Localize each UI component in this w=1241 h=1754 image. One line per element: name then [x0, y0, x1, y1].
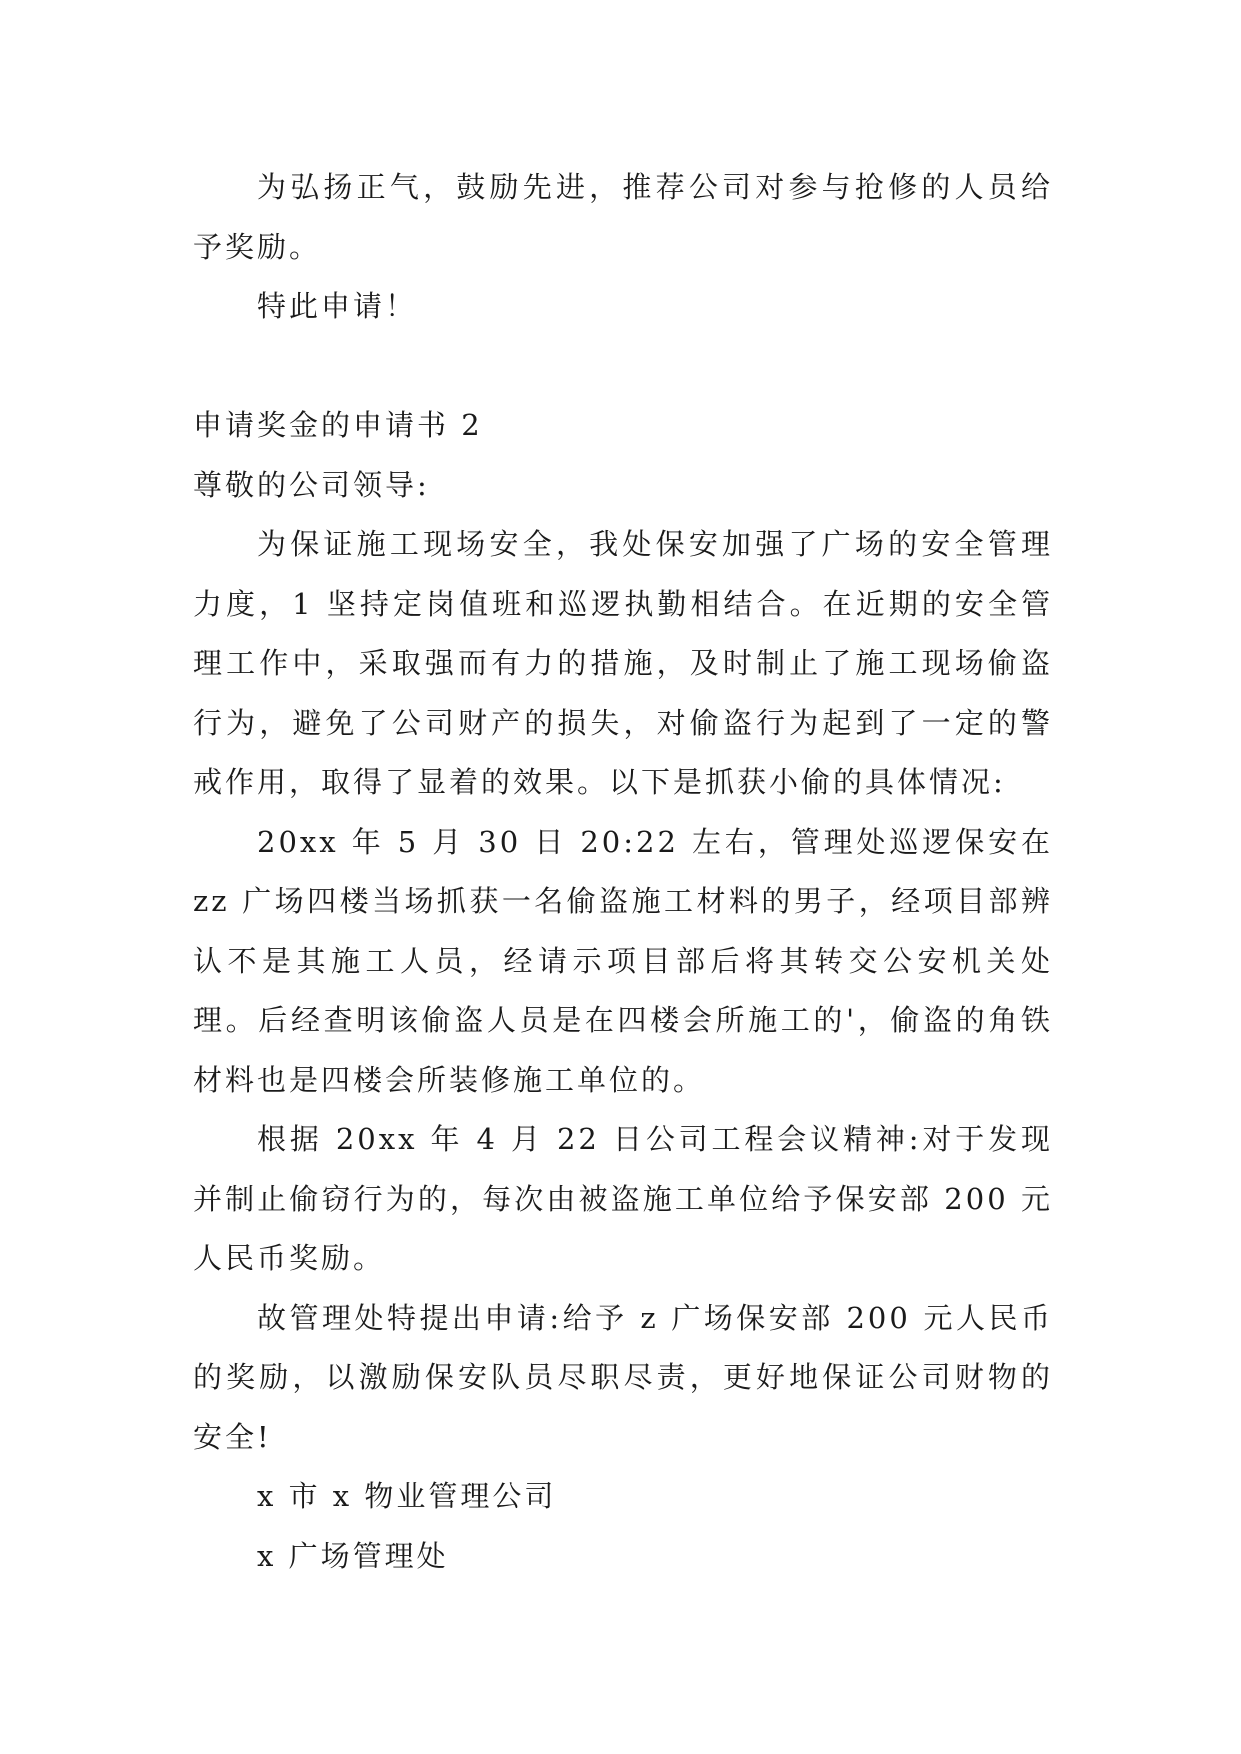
signature-company: x 市 x 物业管理公司 — [257, 1479, 557, 1513]
blank-line — [193, 337, 1053, 397]
paragraph-security-measures: 为保证施工现场安全，我处保安加强了广场的安全管理力度，1 坚持定岗值班和巡逻执勤相结合。在近期的安全管理工作中，采取强而有力的措施，及时制止了施工现场偷盗行为，避免了公司财产的损失，对偷盗行为起到了一定的警戒作用，取得了显着的效果。以下是抓获小偷的具体情况: — [193, 527, 1053, 799]
salutation: 尊敬的公司领导: — [193, 467, 430, 502]
paragraph-request: 故管理处特提出申请:给予 z 广场保安部 200 元人民币的奖励，以激励保安队员尽职尽责，更好地保证公司财物的安全! — [193, 1300, 1053, 1454]
section-title: 申请奖金的申请书 2 — [193, 408, 483, 442]
signature-department: x 广场管理处 — [257, 1538, 449, 1573]
paragraph-incident: 20xx 年 5 月 30 日 20:22 左右，管理处巡逻保安在 zz 广场四楼当场抓获一名偷盗施工材料的男子，经项目部辨认不是其施工人员，经请示项目部后将其转交公安机关处理。后经查明该偷盗人员是在四楼会所施工的'，偷盗的角铁材料也是四楼会所装修施工单位的。 — [193, 824, 1053, 1097]
paragraph-closing: 特此申请！ — [257, 289, 418, 323]
paragraph-policy: 根据 20xx 年 4 月 22 日公司工程会议精神:对于发现并制止偷窃行为的，每次由被盗施工单位给予保安部 200 元人民币奖励。 — [193, 1122, 1053, 1275]
document-page — [193, 158, 1053, 1586]
paragraph-encourage: 为弘扬正气，鼓励先进，推荐公司对参与抢修的人员给予奖励。 — [193, 170, 1053, 264]
